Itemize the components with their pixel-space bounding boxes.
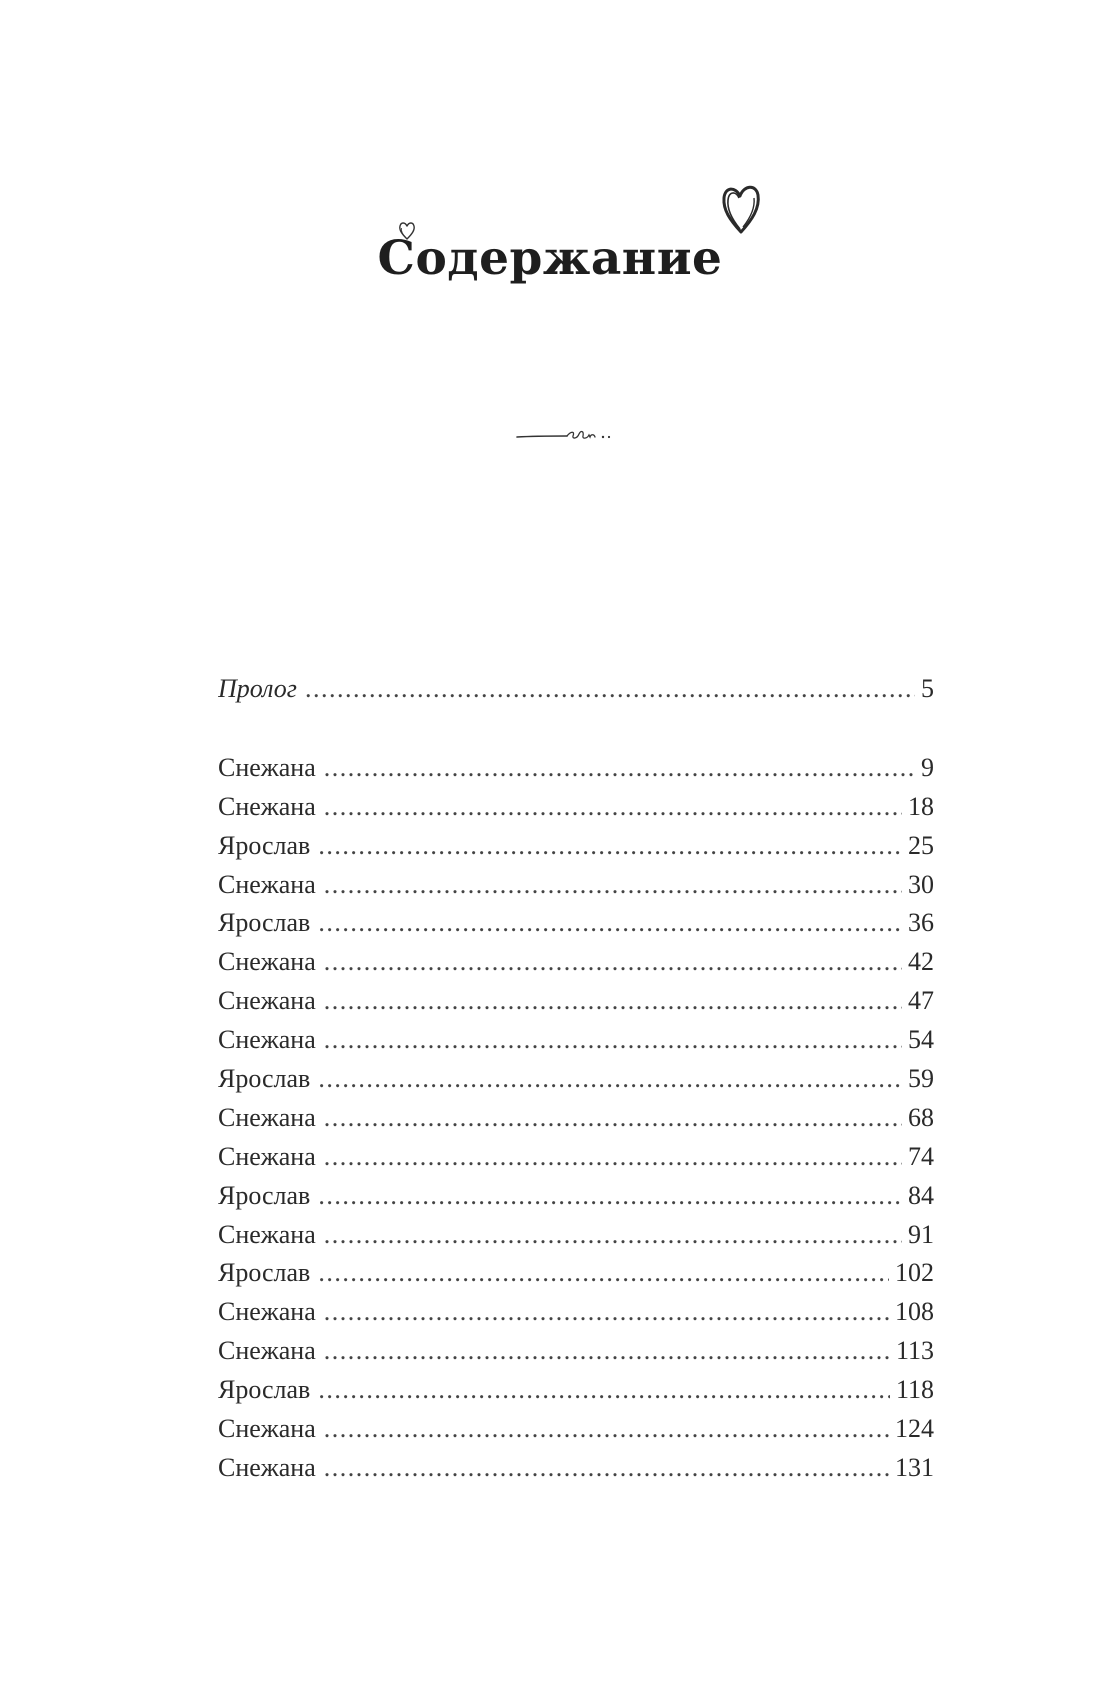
toc-entry[interactable] bbox=[218, 1410, 934, 1449]
toc-entry[interactable] bbox=[218, 1138, 934, 1177]
toc-entry-page: 113 bbox=[895, 1336, 934, 1366]
toc-entry-label: Снежана bbox=[218, 1297, 316, 1327]
toc-entry[interactable] bbox=[218, 1254, 934, 1293]
dot-leader bbox=[324, 1332, 890, 1371]
toc-entry[interactable] bbox=[218, 1293, 934, 1332]
heart-doodle-icon bbox=[718, 180, 764, 238]
toc-entry[interactable] bbox=[218, 943, 934, 982]
toc-entry-label: Снежана bbox=[218, 947, 316, 977]
toc-entry[interactable] bbox=[218, 1177, 934, 1216]
toc-entry[interactable] bbox=[218, 1216, 934, 1255]
toc-entry-page: 25 bbox=[908, 830, 934, 860]
toc-entry-label: Снежана bbox=[218, 1025, 316, 1055]
toc-entry-page: 54 bbox=[908, 1025, 934, 1055]
toc-entry-page: 74 bbox=[908, 1141, 934, 1171]
dot-leader bbox=[318, 1060, 902, 1099]
dot-leader bbox=[318, 1254, 889, 1293]
toc-entry[interactable] bbox=[218, 1371, 934, 1410]
page-title: Содержание bbox=[377, 231, 723, 286]
toc-entry-label: Пролог bbox=[218, 674, 297, 703]
toc-entry[interactable] bbox=[218, 1449, 934, 1488]
flourish-divider-icon bbox=[515, 425, 625, 445]
table-of-contents bbox=[218, 670, 934, 1488]
dot-leader bbox=[324, 1216, 902, 1255]
toc-entry-label: Ярослав bbox=[218, 1180, 311, 1210]
toc-entry-label: Ярослав bbox=[218, 830, 311, 860]
toc-entry-label: Снежана bbox=[218, 791, 316, 821]
toc-entry-page: 131 bbox=[895, 1452, 934, 1482]
toc-entry-label: Снежана bbox=[218, 1414, 316, 1444]
dot-leader bbox=[324, 1293, 889, 1332]
title-block bbox=[0, 150, 1100, 300]
toc-entry-page: 84 bbox=[908, 1180, 934, 1210]
toc-entry[interactable] bbox=[218, 1060, 934, 1099]
dot-leader bbox=[324, 1138, 902, 1177]
toc-entry[interactable] bbox=[218, 827, 934, 866]
dot-leader bbox=[324, 1021, 902, 1060]
dot-leader bbox=[318, 904, 902, 943]
toc-entry-page: 102 bbox=[895, 1258, 934, 1288]
toc-entry-page: 42 bbox=[908, 947, 934, 977]
toc-entry-page: 118 bbox=[895, 1375, 934, 1405]
toc-entry-page: 124 bbox=[895, 1414, 934, 1444]
toc-entry-label: Снежана bbox=[218, 1219, 316, 1249]
dot-leader bbox=[324, 1449, 889, 1488]
toc-entry-page: 108 bbox=[895, 1297, 934, 1327]
toc-entry-label: Снежана bbox=[218, 1452, 316, 1482]
toc-entry-label: Снежана bbox=[218, 1102, 316, 1132]
dot-leader bbox=[305, 670, 915, 709]
toc-entry[interactable] bbox=[218, 866, 934, 905]
toc-entry-page: 36 bbox=[908, 908, 934, 938]
dot-leader bbox=[324, 1099, 902, 1138]
dot-leader bbox=[324, 982, 902, 1021]
toc-entry-page: 5 bbox=[921, 674, 934, 703]
toc-entry-page: 47 bbox=[908, 986, 934, 1016]
toc-entry[interactable] bbox=[218, 1021, 934, 1060]
toc-entry-label: Снежана bbox=[218, 1336, 316, 1366]
dot-leader bbox=[318, 827, 902, 866]
dot-leader bbox=[324, 1410, 889, 1449]
toc-entry[interactable] bbox=[218, 1332, 934, 1371]
dot-leader bbox=[324, 788, 902, 827]
toc-entry-label: Ярослав bbox=[218, 908, 311, 938]
toc-entry-label: Ярослав bbox=[218, 1375, 311, 1405]
toc-entry-page: 30 bbox=[908, 869, 934, 899]
toc-entry-label: Ярослав bbox=[218, 1064, 311, 1094]
dot-leader bbox=[318, 1371, 890, 1410]
toc-entry-page: 68 bbox=[908, 1102, 934, 1132]
toc-entry-label: Снежана bbox=[218, 869, 316, 899]
toc-entry[interactable] bbox=[218, 788, 934, 827]
toc-entry-label: Снежана bbox=[218, 752, 316, 782]
toc-entry-prologue[interactable] bbox=[218, 670, 934, 709]
toc-entry-page: 91 bbox=[908, 1219, 934, 1249]
toc-entry[interactable] bbox=[218, 1099, 934, 1138]
toc-entry[interactable] bbox=[218, 749, 934, 788]
toc-entry-page: 9 bbox=[921, 752, 934, 782]
toc-entry[interactable] bbox=[218, 982, 934, 1021]
toc-entry[interactable] bbox=[218, 904, 934, 943]
toc-entry-page: 18 bbox=[908, 791, 934, 821]
toc-entry-label: Ярослав bbox=[218, 1258, 311, 1288]
dot-leader bbox=[318, 1177, 902, 1216]
toc-entry-page: 59 bbox=[908, 1064, 934, 1094]
toc-entry-label: Снежана bbox=[218, 986, 316, 1016]
toc-entry-label: Снежана bbox=[218, 1141, 316, 1171]
dot-leader bbox=[324, 866, 902, 905]
dot-leader bbox=[324, 749, 915, 788]
dot-leader bbox=[324, 943, 902, 982]
